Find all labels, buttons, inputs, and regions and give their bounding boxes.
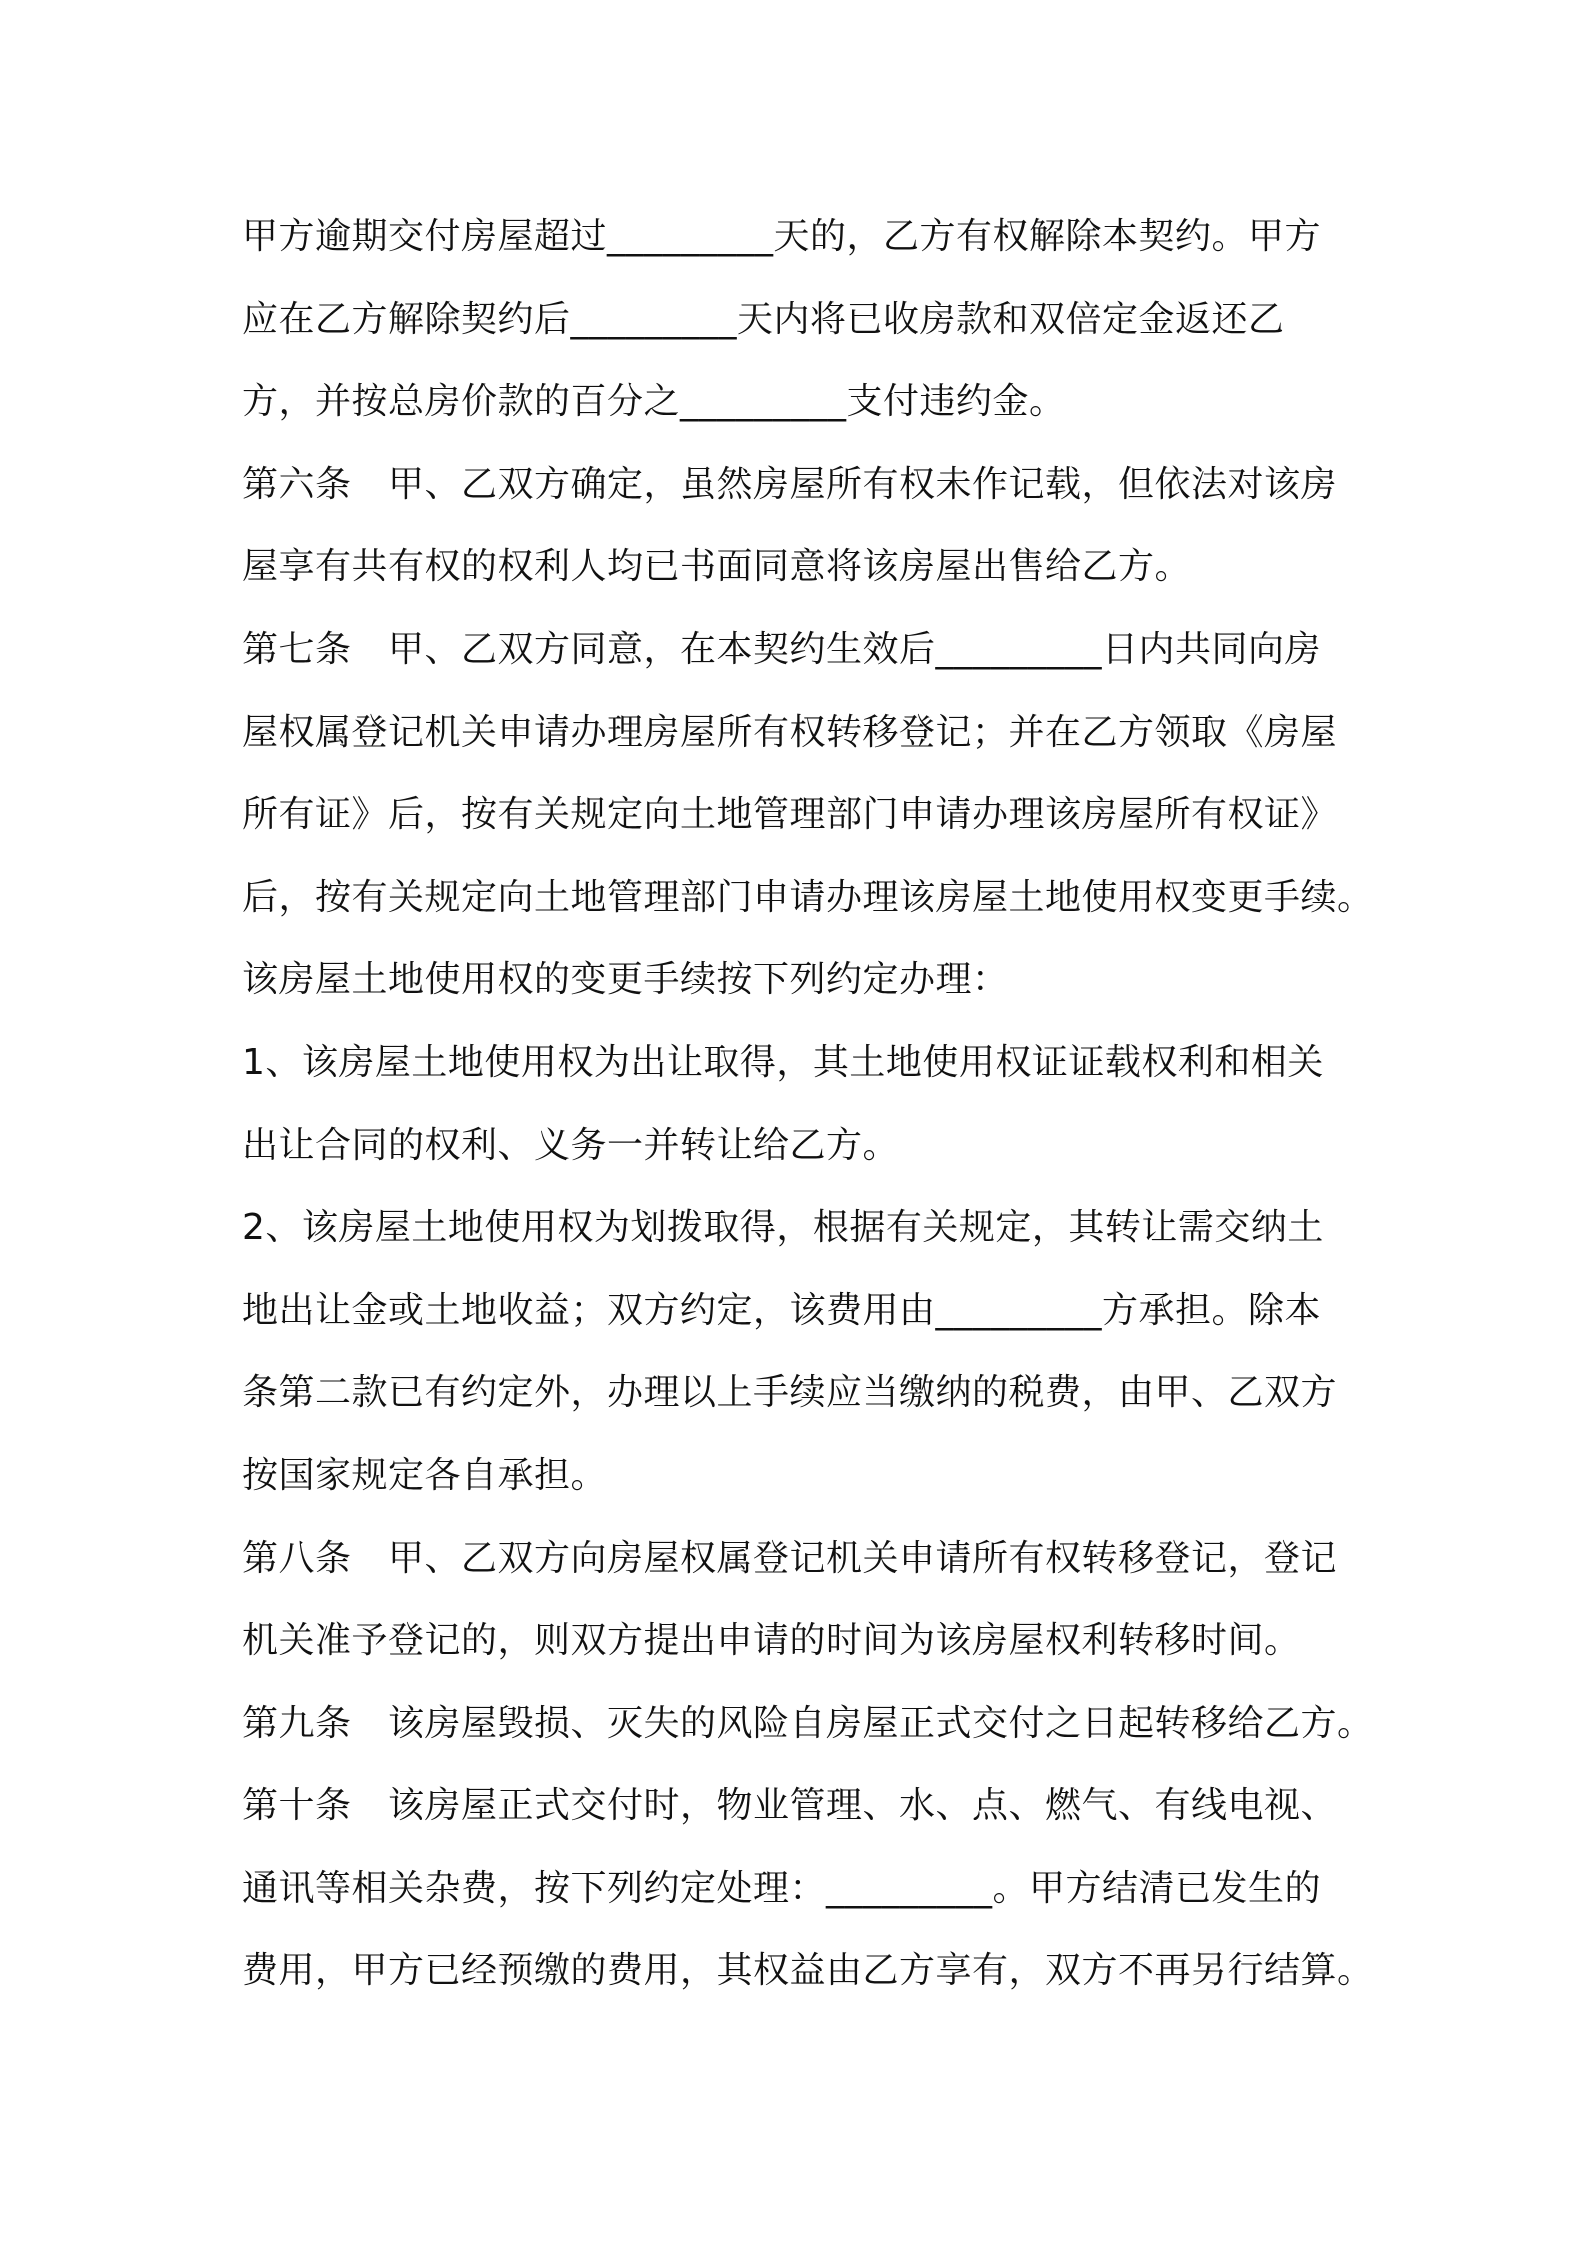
line-text: 条第二款已有约定外，办理以上手续应当缴纳的税费，由甲、乙双方 [242,1372,1338,1414]
line-text: 出让合同的权利、义务一并转让给乙方。 [242,1124,900,1166]
line-text: 2、该房屋土地使用权为划拨取得，根据有关规定，其转让需交纳土 [242,1207,1324,1249]
line-text: 应在乙方解除契约后_________天内将已收房款和双倍定金返还乙 [242,298,1285,340]
text-line [242,1270,1362,1353]
text-line [242,1435,1362,1518]
text-line [242,1187,1362,1270]
line-text: 第八条 甲、乙双方向房屋权属登记机关申请所有权转移登记，登记 [242,1537,1338,1579]
line-text: 机关准予登记的，则双方提出申请的时间为该房屋权利转移时间。 [242,1620,1301,1662]
text-line [242,1105,1362,1188]
text-line [242,692,1362,775]
text-line [242,526,1362,609]
text-line [242,774,1362,857]
line-text: 屋权属登记机关申请办理房屋所有权转移登记；并在乙方领取《房屋 [242,711,1338,753]
line-text: 第十条 该房屋正式交付时，物业管理、水、点、燃气、有线电视、 [242,1785,1338,1827]
line-text: 方，并按总房价款的百分之_________支付违约金。 [242,381,1066,423]
text-line [242,609,1362,692]
text-line [242,1683,1374,1766]
line-text: 费用，甲方已经预缴的费用，其权益由乙方享有，双方不再另行结算。 [242,1950,1374,1992]
line-text: 按国家规定各自承担。 [242,1454,608,1496]
text-line [242,857,1374,940]
text-line [242,444,1362,527]
text-line [242,1765,1362,1848]
text-line [242,1352,1362,1435]
line-text: 通讯等相关杂费，按下列约定处理：_________。甲方结清已发生的 [242,1867,1322,1909]
line-text: 该房屋土地使用权的变更手续按下列约定办理： [242,959,1009,1001]
line-text: 第九条 该房屋毁损、灭失的风险自房屋正式交付之日起转移给乙方。 [242,1702,1374,1744]
line-text: 屋享有共有权的权利人均已书面同意将该房屋出售给乙方。 [242,546,1192,588]
line-text: 地出让金或土地收益；双方约定，该费用由_________方承担。除本 [242,1289,1322,1331]
text-line [242,1022,1362,1105]
text-line [242,196,1362,279]
line-text: 后，按有关规定向土地管理部门申请办理该房屋土地使用权变更手续。 [242,876,1374,918]
text-line [242,1518,1362,1601]
line-text: 1、该房屋土地使用权为出让取得，其土地使用权证证载权利和相关 [242,1041,1324,1083]
text-line [242,361,1362,444]
text-line [242,1848,1362,1931]
line-text: 第六条 甲、乙双方确定，虽然房屋所有权未作记载，但依法对该房 [242,463,1338,505]
text-line [242,1600,1362,1683]
text-line [242,279,1362,362]
text-line [242,1930,1374,2013]
line-text: 第七条 甲、乙双方同意，在本契约生效后_________日内共同向房 [242,628,1322,670]
line-text: 甲方逾期交付房屋超过_________天的，乙方有权解除本契约。甲方 [242,216,1322,257]
text-line [242,939,1362,1022]
document-body [242,196,1374,2013]
line-text: 所有证》后，按有关规定向土地管理部门申请办理该房屋所有权证》 [242,794,1338,836]
